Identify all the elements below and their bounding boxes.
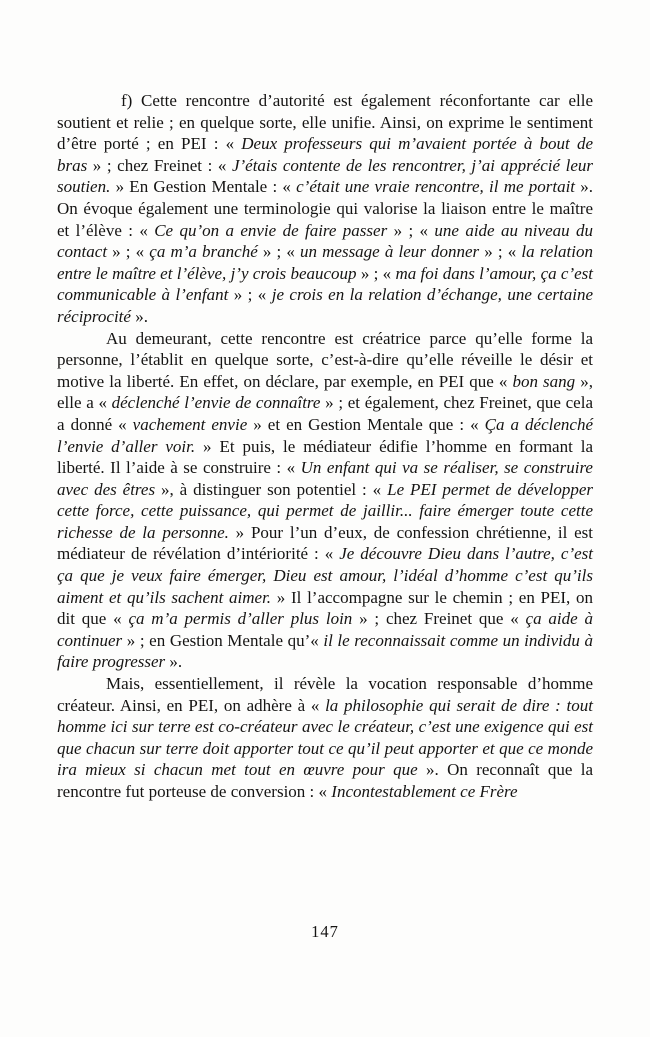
paragraph-f	[57, 90, 593, 328]
quote-text: bon sang	[512, 371, 576, 391]
quote-text: c’était une vraie rencontre, il me portait	[296, 177, 576, 197]
quote-text: Le PEI permet de développer cette force, cette puissance, qui permet de jaillir... faire émerger toute cette richesse de la personne.	[57, 479, 594, 542]
paragraph-mais	[57, 673, 593, 803]
quote-text: vachement envie	[132, 414, 248, 434]
body-text: ». On reconnaît que la rencontre fut porteuse de conversion : «	[57, 760, 593, 801]
quote-text: ça m’a branché	[149, 242, 258, 262]
body-text: » Il l’accompagne sur le chemin ; en PEI, on dit que «	[57, 587, 593, 629]
body-text: » ; et également, chez Freinet, que cela a donné «	[57, 393, 593, 434]
body-text: » ; «	[356, 263, 396, 283]
body-text: ».	[165, 652, 183, 672]
quote-text: J’étais contente de les rencontrer, j’ai apprécié leur soutien.	[57, 155, 593, 197]
quote-text: la relation entre le maître et l’élève, j’y crois beaucoup	[57, 242, 593, 283]
body-text: » ; «	[387, 220, 435, 240]
quote-text: Je découvre Dieu dans l’autre, c’est ça que je veux faire émerger, Dieu est amour, l’idéal d’homme c’est qu’ils aiment et qu’ils sachent aimer.	[57, 544, 593, 607]
body-text: » ; «	[479, 242, 522, 262]
body-text: » ; «	[107, 242, 150, 262]
body-text: Mais, essentiellement, il révèle la vocation responsable d’homme créateur. Ainsi, en PEI, on adhère à «	[57, 674, 593, 715]
body-text: » ; en Gestion Mentale qu’«	[122, 630, 324, 650]
body-text: » ; chez Freinet : «	[87, 155, 232, 175]
quote-text: je crois en la relation d’échange, une certaine réciprocité	[57, 285, 593, 326]
quote-text: Deux professeurs qui m’avaient portée à bout de bras	[57, 134, 593, 175]
quote-text: ça m’a permis d’aller plus loin	[128, 609, 353, 629]
quote-text: un message à leur donner	[300, 242, 480, 262]
quote-text: Ça a déclenché l’envie d’aller voir.	[57, 414, 593, 456]
body-text: » et en Gestion Mentale que : «	[247, 414, 485, 434]
quote-text: la philosophie qui serait de dire : tout homme ici sur terre est co-créateur avec le créateur, c’est une exigence qui est que chacun sur terre doit apporter tout ce qu’il peut apporter et que ce monde ira mieux si chacun met tout en œuvre pour que	[57, 695, 594, 780]
body-text: Au demeurant, cette rencontre est créatrice parce qu’elle forme la personne, l’établit en quelque sorte, c’est-à-dire qu’elle réveille le désir et motive la liberté. En effet, on déclare, par exemple, en PEI que «	[57, 328, 593, 391]
body-text: ».	[130, 306, 148, 326]
quote-text: déclenché l’envie de connaître	[111, 393, 321, 413]
quote-text: Incontestablement ce Frère	[331, 782, 518, 801]
body-text: », à distinguer son potentiel : «	[155, 479, 388, 499]
quote-text: Ce qu’on a envie de faire passer	[154, 220, 388, 240]
body-text: » ; «	[257, 242, 300, 262]
body-text: » Et puis, le médiateur édifie l’homme en formant la liberté. Il l’aide à se construire : «	[57, 436, 594, 478]
body-text: » ; «	[228, 285, 272, 305]
body-text: » En Gestion Mentale : «	[110, 177, 297, 197]
paragraph-au-demeurant	[57, 328, 593, 674]
page-number: 147	[311, 922, 339, 941]
quote-text: Un enfant qui va se réaliser, se construire avec des êtres	[57, 458, 593, 499]
body-text: » Pour l’un d’eux, de confession chrétienne, il est médiateur de révélation d’intériorité : «	[57, 522, 593, 564]
quote-text: ma foi dans l’amour, ça c’est communicable à l’enfant	[57, 263, 593, 305]
quote-text: une aide au niveau du contact	[57, 220, 593, 262]
quote-text: il le reconnaissait comme un individu à faire progresser	[57, 630, 593, 672]
body-text: ». On évoque également une terminologie qui valorise la liaison entre le maître et l’élève : «	[57, 177, 594, 240]
body-text: f) Cette rencontre d’autorité est également réconfortante car elle soutient et relie ; en quelque sorte, elle unifie. Ainsi, on exprime le sentiment d’être porté ; en PEI : «	[57, 91, 593, 154]
body-text: » ; chez Freinet que «	[352, 609, 526, 629]
body-text: », elle a «	[57, 371, 593, 413]
quote-text: ça aide à continuer	[57, 609, 593, 650]
page-text	[57, 90, 593, 803]
